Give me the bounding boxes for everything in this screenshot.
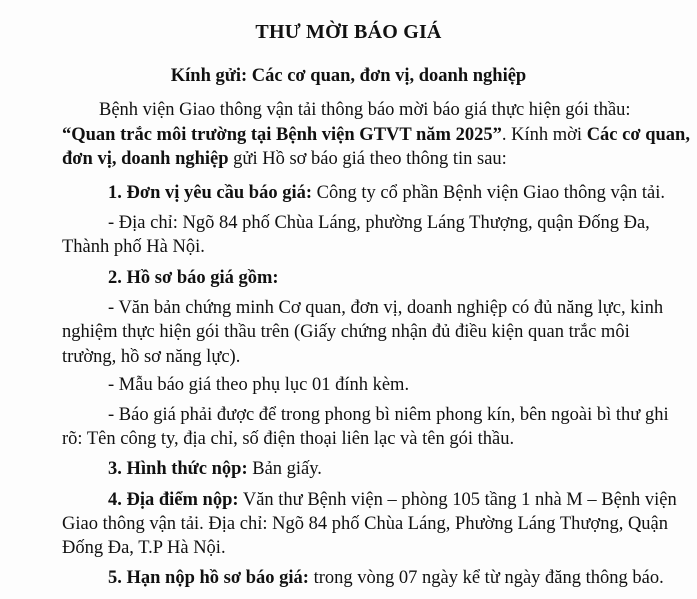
section-1-value: Công ty cổ phần Bệnh viện Giao thông vận tải.	[316, 183, 665, 203]
section-4-value-1: Văn thư Bệnh viện – phòng 105 tầng 1 nhà M – Bệnh viện	[242, 490, 677, 510]
document-title: THƯ MỜI BÁO GIÁ	[255, 21, 442, 43]
section-2-bullet-3-line-1: - Báo giá phải được để trong phong bì niêm phong kín, bên ngoài bì thư ghi	[108, 405, 669, 425]
section-3-value: Bản giấy.	[252, 459, 322, 479]
section-2-bullet-2: - Mẫu báo giá theo phụ lục 01 đính kèm.	[108, 375, 410, 395]
section-3	[108, 457, 322, 481]
section-1-heading: 1. Đơn vị yêu cầu báo giá:	[108, 183, 312, 203]
section-5	[108, 566, 664, 590]
intro-line-1: Bệnh viện Giao thông vận tải thông báo mời báo giá thực hiện gói thầu:	[99, 100, 631, 120]
package-name: “Quan trắc môi trường tại Bệnh viện GTVT năm 2025”	[62, 125, 502, 145]
recipients-bold-1: Các cơ quan,	[586, 125, 690, 145]
intro-line-3-text: gửi Hồ sơ báo giá theo thông tin sau:	[233, 149, 507, 169]
section-1-address-line-1: - Địa chỉ: Ngõ 84 phố Chùa Láng, phường Láng Thượng, quận Đống Đa,	[108, 213, 650, 233]
section-4-line-2: Giao thông vận tải. Địa chỉ: Ngõ 84 phố Chùa Láng, Phường Láng Thượng, Quận	[62, 514, 669, 534]
greeting: Kính gửi: Các cơ quan, đơn vị, doanh nghiệp	[170, 66, 527, 86]
intro-invite-text: . Kính mời	[501, 125, 583, 145]
intro-line-2	[62, 123, 690, 147]
section-2-bullet-3-line-2: rõ: Tên công ty, địa chỉ, số điện thoại liên lạc và tên gói thầu.	[62, 429, 515, 449]
section-5-value: trong vòng 07 ngày kể từ ngày đăng thông báo.	[313, 568, 664, 588]
section-4-heading: 4. Địa điểm nộp:	[108, 490, 239, 510]
section-1-address-line-2: Thành phố Hà Nội.	[62, 237, 205, 257]
section-2-bullet-1-line-2: nghiệm thực hiện gói thầu trên (Giấy chứng nhận đủ điều kiện quan trắc môi	[62, 322, 630, 342]
section-2-heading: 2. Hồ sơ báo giá gồm:	[108, 268, 279, 288]
section-4-line-3: Đống Đa, T.P Hà Nội.	[62, 538, 226, 558]
section-2-bullet-1-line-3: trường, hồ sơ năng lực).	[62, 347, 241, 367]
section-4-line-1	[108, 488, 677, 512]
recipients-bold-2: đơn vị, doanh nghiệp	[62, 149, 229, 169]
section-1	[108, 181, 665, 205]
section-2-bullet-1-line-1: - Văn bản chứng minh Cơ quan, đơn vị, doanh nghiệp có đủ năng lực, kinh	[108, 298, 664, 318]
section-3-heading: 3. Hình thức nộp:	[108, 459, 248, 479]
intro-line-3	[62, 147, 507, 171]
section-5-heading: 5. Hạn nộp hồ sơ báo giá:	[108, 568, 309, 588]
